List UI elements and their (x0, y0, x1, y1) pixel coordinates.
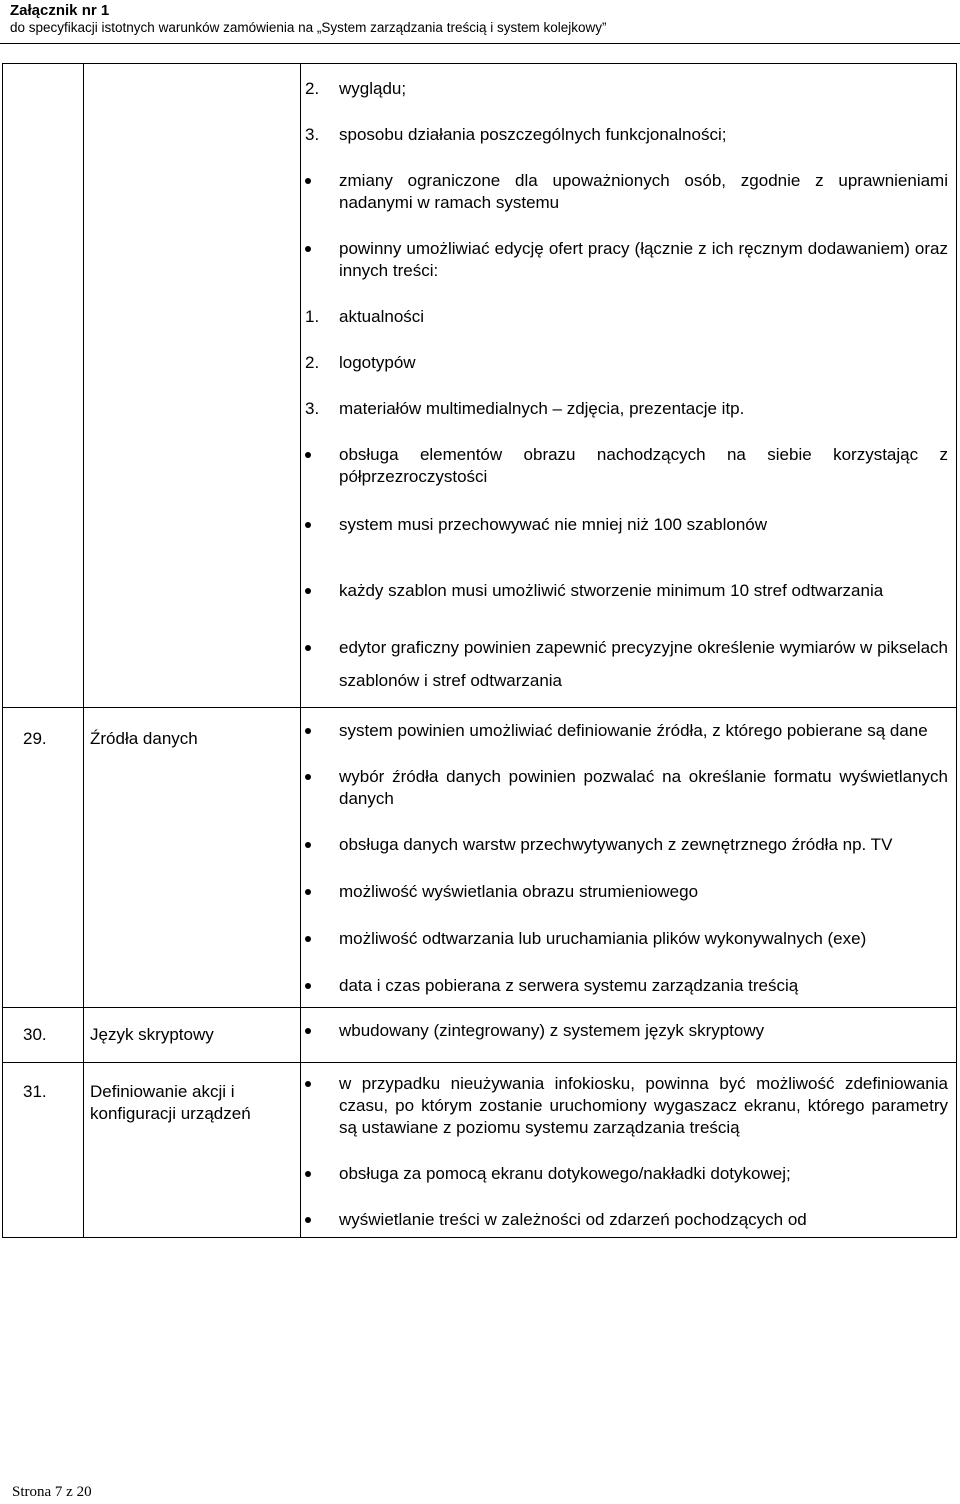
list-item: 3. materiałów multimedialnych – zdjęcia, prezentacje itp. (305, 399, 745, 418)
row-requirements (301, 1063, 957, 1238)
list-item: data i czas pobierana z serwera systemu zarządzania treścią (305, 975, 948, 997)
bullet-icon (305, 588, 311, 594)
list-item: system musi przechowywać nie mniej niż 100 szablonów (305, 514, 948, 536)
list-item: 3. sposobu działania poszczególnych funkcjonalności; (305, 125, 727, 144)
attachment-subtitle: do specyfikacji istotnych warunków zamówienia na „System zarządzania treścią i system kolejkowy” (10, 20, 607, 35)
list-item: powinny umożliwiać edycję ofert pracy (łącznie z ich ręcznym dodawaniem) oraz innych treści: (305, 238, 948, 282)
bullet-icon (305, 522, 311, 528)
bullet-icon (305, 452, 311, 458)
bullet-icon (305, 983, 311, 989)
row-number: 29. (3, 708, 84, 1008)
list-item: wbudowany (zintegrowany) z systemem język skryptowy (305, 1020, 948, 1042)
bullet-icon (305, 889, 311, 895)
table-row (3, 64, 957, 708)
bullet-icon (305, 246, 311, 252)
row-number: 30. (3, 1008, 84, 1063)
row-requirements (301, 708, 957, 1008)
list-item: edytor graficzny powinien zapewnić precyzyjne określenie wymiarów w pikselach szablonów i stref odtwarzania (305, 631, 948, 697)
row-requirements (301, 64, 957, 708)
list-item: każdy szablon musi umożliwić stworzenie minimum 10 stref odtwarzania (305, 574, 948, 607)
table-row (3, 1063, 957, 1238)
row-section: Definiowanie akcji i konfiguracji urządzeń (84, 1063, 301, 1238)
bullet-icon (305, 1217, 311, 1223)
list-item: 2. wyglądu; (305, 79, 407, 98)
list-item: wybór źródła danych powinien pozwalać na określanie formatu wyświetlanych danych (305, 766, 948, 810)
bullet-icon (305, 1171, 311, 1177)
page-number: Strona 7 z 20 (12, 1484, 92, 1500)
row-number (3, 64, 84, 708)
bullet-icon (305, 645, 311, 651)
bullet-icon (305, 774, 311, 780)
header-rule (0, 43, 960, 44)
list-item: możliwość wyświetlania obrazu strumieniowego (305, 881, 948, 903)
list-item: możliwość odtwarzania lub uruchamiania plików wykonywalnych (exe) (305, 928, 948, 950)
row-section (84, 64, 301, 708)
list-item: system powinien umożliwiać definiowanie źródła, z którego pobierane są dane (305, 720, 948, 742)
table-row (3, 1008, 957, 1063)
bullet-icon (305, 936, 311, 942)
list-item: zmiany ograniczone dla upoważnionych osób, zgodnie z uprawnieniami nadanymi w ramach systemu (305, 170, 948, 214)
row-section: Źródła danych (84, 708, 301, 1008)
table-row (3, 708, 957, 1008)
list-item: 1. aktualności (305, 307, 425, 326)
row-section: Język skryptowy (84, 1008, 301, 1063)
bullet-icon (305, 1081, 311, 1087)
list-item: wyświetlanie treści w zależności od zdarzeń pochodzących od (305, 1209, 948, 1231)
bullet-icon (305, 178, 311, 184)
row-number: 31. (3, 1063, 84, 1238)
list-item: w przypadku nieużywania infokiosku, powinna być możliwość zdefiniowania czasu, po którym zostanie uruchomiony wygaszacz ekranu, którego parametry są ustawiane z poziomu systemu zarządzania treścią (305, 1073, 948, 1139)
row-requirements (301, 1008, 957, 1063)
list-item: 2. logotypów (305, 353, 416, 372)
list-item: obsługa elementów obrazu nachodzących na siebie korzystając z półprzezroczystości (305, 444, 948, 488)
attachment-title: Załącznik nr 1 (10, 2, 110, 19)
bullet-icon (305, 1028, 311, 1034)
list-item: obsługa danych warstw przechwytywanych z zewnętrznego źródła np. TV (305, 834, 948, 856)
specification-table (2, 63, 957, 1238)
list-item: obsługa za pomocą ekranu dotykowego/nakładki dotykowej; (305, 1163, 948, 1185)
bullet-icon (305, 728, 311, 734)
bullet-icon (305, 842, 311, 848)
